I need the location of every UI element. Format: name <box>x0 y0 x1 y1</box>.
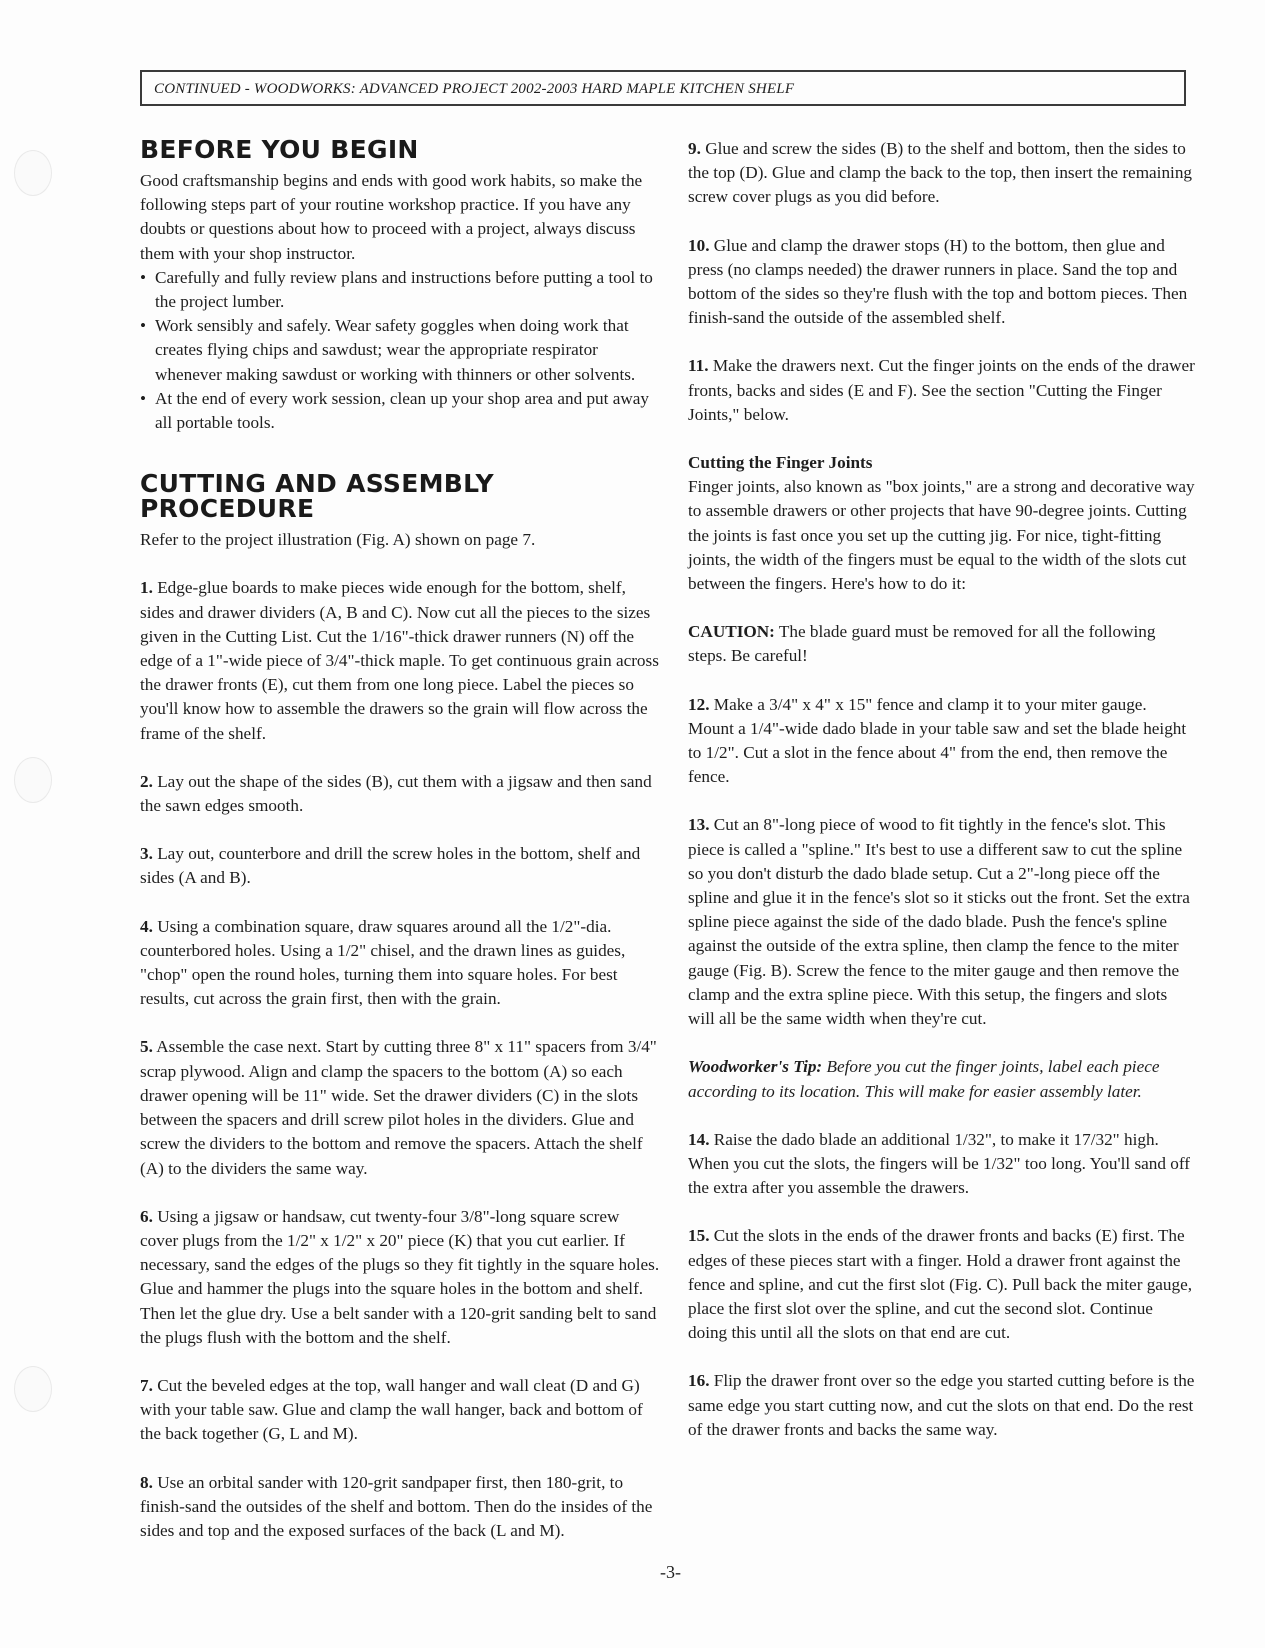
step-7: 7. Cut the beveled edges at the top, wall hanger and wall cleat (D and G) with your table saw. Glue and clamp the wall hanger, back and bottom of the back together (G, L and M). <box>140 1375 643 1444</box>
finger-joints-text: Finger joints, also known as "box joints," are a strong and decorative way to assemble drawers or other projects that have 90-degree joints. Cutting the joints is fast once you set up the cutting jig. For nice, tight-fitting joints, the width of the fingers must be equal to the width of the slots cut between the fingers. Here's how to do it: <box>688 477 1195 594</box>
step-16: 16. Flip the drawer front over so the edge you started cutting before is the same edge you start cutting now, and cut the slots on that end. Do the rest of the drawer fronts and backs the same way. <box>688 1371 1195 1439</box>
bullet-item: • Carefully and fully review plans and instructions before putting a tool to the project lumber. <box>140 267 653 312</box>
step-13: 13. Cut an 8"-long piece of wood to fit tightly in the fence's slot. This piece is called a "spline." It's best to use a different saw to cut the spline so you don't disturb the dado blade setup. Cut a 2"-long piece off the spline and glue it in the fence's slot so it sticks out the front. Set the extra spline piece against the side of the dado blade. Push the fence's spline against the outside of the extra spline, then clamp the fence to the miter gauge (Fig. B). Screw the fence to the miter gauge and then remove the clamp and the extra spline piece. With this setup, the fingers and slots will all be the same width when they're cut. <box>688 815 1190 1029</box>
cutting-intro: Refer to the project illustration (Fig. A) shown on page 7. <box>140 530 536 550</box>
punch-hole-middle <box>14 757 52 803</box>
step-11: 11. Make the drawers next. Cut the finger joints on the ends of the drawer fronts, backs and sides (E and F). See the section "Cutting the Finger Joints," below. <box>688 356 1195 424</box>
step-2: 2. Lay out the shape of the sides (B), cut them with a jigsaw and then sand the sawn edges smooth. <box>140 771 652 816</box>
bullet-item: • At the end of every work session, clean up your shop area and put away all portable tools. <box>140 388 649 433</box>
step-8: 8. Use an orbital sander with 120-grit sandpaper first, then 180-grit, to finish-sand the outsides of the shelf and bottom. Then do the insides of the sides and top and the exposed surfaces of the back (L and M). <box>140 1472 653 1540</box>
right-column <box>688 137 1196 1466</box>
left-column <box>140 137 660 1567</box>
safety-bullet-list <box>140 266 660 435</box>
running-header: CONTINUED - WOODWORKS: ADVANCED PROJECT 2002-2003 HARD MAPLE KITCHEN SHELF <box>140 70 1186 106</box>
step-4: 4. Using a combination square, draw squares around all the 1/2"-dia. counterbored holes. Using a 1/2" chisel, and the drawn lines as guides, "chop" open the round holes, turning them into square holes. For best results, cut across the grain first, then with the grain. <box>140 916 626 1009</box>
step-1: 1. Edge-glue boards to make pieces wide enough for the bottom, shelf, sides and drawer dividers (A, B and C). Now cut all the pieces to the sizes given in the Cutting List. Cut the 1/16"-thick drawer runners (N) off the edge of a 1"-wide piece of 3/4"-thick maple. To get continuous grain across the drawer fronts (E), cut them from one long piece. Label the pieces so you'll know how to assemble the drawers so the grain will flow across the frame of the shelf. <box>140 578 659 743</box>
step-12: 12. Make a 3/4" x 4" x 15" fence and clamp it to your miter gauge. Mount a 1/4"-wide dado blade in your table saw and set the blade height to 1/2". Cut a slot in the fence about 4" from the end, then remove the fence. <box>688 694 1187 787</box>
step-5: 5. Assemble the case next. Start by cutting three 8" x 11" spacers from 3/4" scrap plywood. Align and clamp the spacers to the bottom (A) so each drawer opening will be 11" wide. Set the drawer dividers (C) in the slots between the spacers and drill screw pilot holes in the dividers. Glue and screw the dividers to the bottom and remove the spacers. Attach the shelf (A) to the dividers the same way. <box>140 1037 657 1178</box>
finger-joints-subheading: Cutting the Finger Joints <box>688 453 873 473</box>
bullet-icon: • <box>140 316 147 336</box>
cutting-assembly-heading-line2: PROCEDURE <box>140 494 315 524</box>
step-10: 10. Glue and clamp the drawer stops (H) to the bottom, then glue and press (no clamps needed) the drawer runners in place. Sand the top and bottom of the sides so they're flush with the top and bottom pieces. Then finish-sand the outside of the assembled shelf. <box>688 235 1188 328</box>
step-9: 9. Glue and screw the sides (B) to the shelf and bottom, then the sides to the top (D). Glue and clamp the back to the top, then insert the remaining screw cover plugs as you did before. <box>688 139 1193 207</box>
step-14: 14. Raise the dado blade an additional 1/32", to make it 17/32" high. When you cut the slots, the fingers will be 1/32" too long. You'll sand off the extra after you assemble the drawers. <box>688 1129 1190 1198</box>
step-6: 6. Using a jigsaw or handsaw, cut twenty-four 3/8"-long square screw cover plugs from the 1/2" x 1/2" x 20" piece (K) that you cut earlier. If necessary, sand the edges of the plugs so they fit tightly in the square holes. Glue and hammer the plugs into the square holes in the bottom and shelf. Then let the glue dry. Use a belt sander with a 120-grit sanding belt to sand the plugs flush with the bottom and the shelf. <box>140 1206 660 1347</box>
step-3: 3. Lay out, counterbore and drill the screw holes in the bottom, shelf and sides (A and B). <box>140 844 641 888</box>
bullet-icon: • <box>140 388 147 408</box>
woodworkers-tip: Woodworker's Tip: Before you cut the finger joints, label each piece according to its location. This will make for easier assembly later. <box>688 1057 1160 1101</box>
bullet-icon: • <box>140 267 147 287</box>
punch-hole-top <box>14 150 52 196</box>
before-intro: Good craftsmanship begins and ends with good work habits, so make the following steps part of your routine workshop practice. If you have any doubts or questions about how to proceed with a project, always discuss them with your shop instructor. <box>140 171 643 263</box>
cutting-assembly-heading: CUTTING AND ASSEMBLY <box>140 469 494 499</box>
before-you-begin-heading: BEFORE YOU BEGIN <box>140 135 419 164</box>
step-15: 15. Cut the slots in the ends of the drawer fronts and backs (E) first. The edges of these pieces start with a finger. Hold a drawer front against the fence and spline, and cut the first slot (Fig. C). Pull back the miter gauge, place the first slot over the spline, and cut the second slot. Continue doing this until all the slots on that end are cut. <box>688 1226 1193 1343</box>
caution-note: CAUTION: The blade guard must be removed for all the following steps. Be careful! <box>688 622 1156 666</box>
page-number: -3- <box>660 1562 681 1582</box>
bullet-item: • Work sensibly and safely. Wear safety goggles when doing work that creates flying chips and sawdust; wear the appropriate respirator whenever making sawdust or working with thinners or other solvents. <box>140 316 636 384</box>
punch-hole-bottom <box>14 1366 52 1412</box>
